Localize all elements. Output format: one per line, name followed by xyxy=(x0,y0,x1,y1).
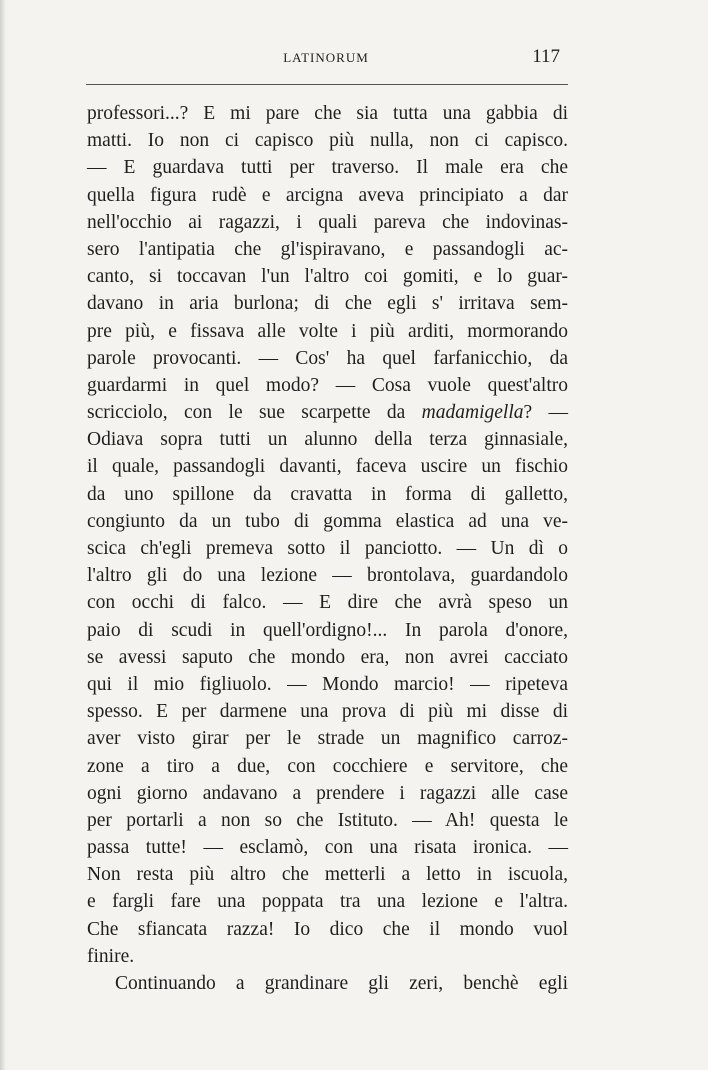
text-line: Non resta più altro che metterli a letto in iscuola, xyxy=(87,864,568,886)
text-line: l'altro gli do una lezione — brontolava, guardandolo xyxy=(87,565,568,587)
text-line: canto, si toccavan l'un l'altro coi gomiti, e lo guar- xyxy=(87,266,568,288)
text-line: — E guardava tutti per traverso. Il male era che xyxy=(87,157,568,179)
text-line: ogni giorno andavano a prendere i ragazzi alle case xyxy=(87,782,568,804)
text-line: scica ch'egli premeva sotto il panciotto. — Un dì o xyxy=(87,538,568,559)
text-line: parole provocanti. — Cos' ha quel farfanicchio, da xyxy=(87,347,568,369)
text-line: guardarmi in quel modo? — Cosa vuole quest'altro xyxy=(87,374,568,396)
page-number: 117 xyxy=(532,46,560,67)
text-line: quella figura rudè e arcigna aveva principiato a dar xyxy=(87,184,568,206)
running-head xyxy=(86,44,566,74)
text-line: il quale, passandogli davanti, faceva uscire un fischio xyxy=(87,456,568,478)
text-line: scricciolo, con le sue scarpette da madamigella? — xyxy=(87,402,569,424)
text-line: Che sfiancata razza! Io dico che il mondo vuol xyxy=(87,918,568,940)
text-line: se avessi saputo che mondo era, non avrei cacciato xyxy=(87,646,568,668)
text-line: davano in aria burlona; di che egli s' irritava sem- xyxy=(87,293,568,315)
text-line: aver visto girar per le strade un magnifico carroz- xyxy=(87,728,568,750)
text-line: qui il mio figliuolo. — Mondo marcio! — ripeteva xyxy=(87,673,568,695)
text-line: per portarli a non so che Istituto. — Ah! questa le xyxy=(87,809,568,831)
text-line: zone a tiro a due, con cocchiere e servitore, che xyxy=(87,755,568,777)
text-line-paragraph-end: finire. xyxy=(87,945,135,967)
text-line: con occhi di falco. — E dire che avrà speso un xyxy=(87,592,568,614)
text-line: sero l'antipatia che gl'ispiravano, e passandogli ac- xyxy=(87,238,568,260)
text-line: da uno spillone da cravatta in forma di galletto, xyxy=(87,483,568,505)
text-line: matti. Io non ci capisco più nulla, non ci capisco. xyxy=(87,130,568,152)
text-line: passa tutte! — esclamò, con una risata ironica. — xyxy=(87,837,568,859)
text-line: pre più, e fissava alle volte i più arditi, mormorando xyxy=(87,320,568,342)
text-line: nell'occhio ai ragazzi, i quali pareva che indovinas- xyxy=(87,211,568,233)
text-line: paio di scudi in quell'ordigno!... In parola d'onore, xyxy=(87,619,568,641)
page-edge-shadow xyxy=(0,0,6,1070)
text-line: professori...? E mi pare che sia tutta una gabbia di xyxy=(87,103,568,124)
text-line-paragraph-start: Continuando a grandinare gli zeri, benchè egli xyxy=(115,973,568,994)
text-line: e fargli fare una poppata tra una lezione e l'altra. xyxy=(87,891,568,913)
text-line: Odiava sopra tutti un alunno della terza ginnasiale, xyxy=(87,429,568,451)
body-text xyxy=(87,100,568,997)
running-title: LATINORUM xyxy=(283,50,369,65)
header-rule xyxy=(86,84,568,85)
text-line: congiunto da un tubo di gomma elastica ad una ve- xyxy=(87,510,568,532)
text-line: spesso. E per darmene una prova di più mi disse di xyxy=(87,701,568,723)
